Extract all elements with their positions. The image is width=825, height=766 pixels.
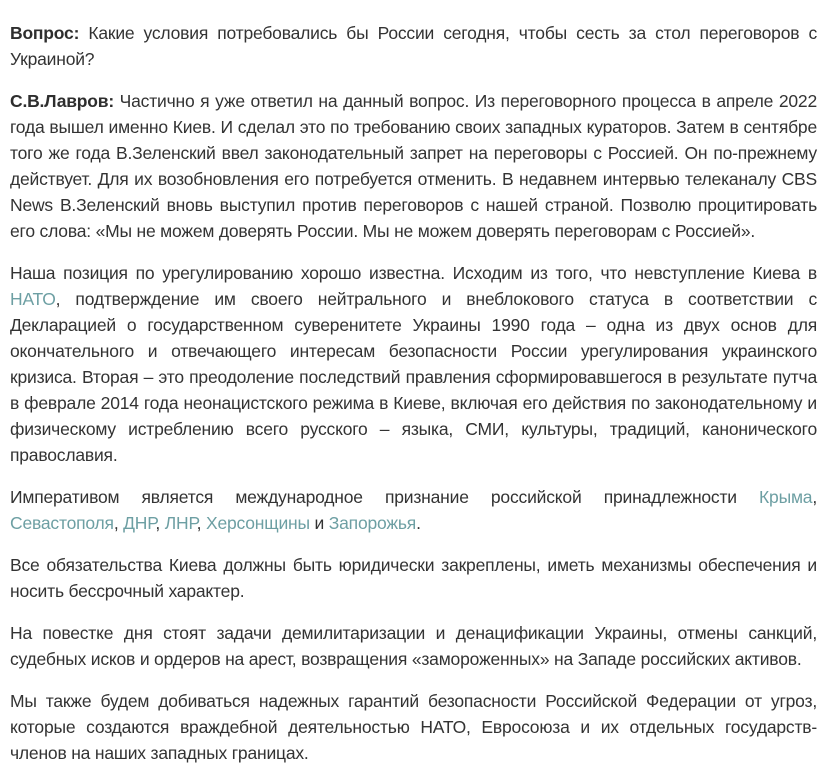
answer-paragraph-3 bbox=[10, 484, 817, 536]
text-segment: Наша позиция по урегулированию хорошо известна. Исходим из того, что невступление Киева в bbox=[10, 263, 817, 283]
text-segment: , bbox=[155, 513, 165, 533]
question-label: Вопрос: bbox=[10, 23, 80, 43]
link-sevastopol[interactable]: Севастополя bbox=[10, 513, 114, 533]
text-segment: Все обязательства Киева должны быть юридически закреплены, иметь механизмы обеспечения и носить бессрочный характер. bbox=[10, 555, 817, 601]
question-paragraph bbox=[10, 20, 817, 72]
link-crimea[interactable]: Крыма bbox=[759, 487, 813, 507]
answer-paragraph-5 bbox=[10, 620, 817, 672]
text-segment: , bbox=[113, 513, 124, 533]
text-segment: и bbox=[309, 513, 329, 533]
link-zaporozhye[interactable]: Запорожья bbox=[328, 513, 417, 533]
text-segment: Частично я уже ответил на данный вопрос. Из переговорного процесса в апреле 2022 года вышел именно Киев. И сделал это по требованию своих западных кураторов. Затем в сентябре того же года В.Зеленский ввел законодательный запрет на переговоры с Россией. Он по-прежнему действует. Для их возобновления его потребуется отменить. В недавнем интервью телеканалу CBS News В.Зеленский вновь выступил против переговоров с нашей страной. Позволю процитировать его слова: «Мы не можем доверять России. Мы не можем доверять переговорам с Россией». bbox=[10, 91, 817, 241]
text-segment: , bbox=[812, 487, 817, 507]
text-segment: , подтверждение им своего нейтрального и внеблокового статуса в соответствии с Декларацией о государственном суверенитете Украины 1990 года – одна из двух основ для окончательного и отвечающего интересам безопасности России урегулирования украинского кризиса. Вторая – это преодоление последствий правления сформировавшегося в результате путча в феврале 2014 года неонацистского режима в Киеве, включая его действия по законодательному и физическому истреблению всего русского – языка, СМИ, культуры, традиций, канонического православия. bbox=[10, 289, 817, 465]
text-segment: . bbox=[416, 513, 421, 533]
link-kherson[interactable]: Херсонщины bbox=[205, 513, 310, 533]
text-segment: , bbox=[196, 513, 206, 533]
answer-paragraph-1 bbox=[10, 88, 817, 244]
answer-paragraph-4 bbox=[10, 552, 817, 604]
link-dnr[interactable]: ДНР bbox=[123, 513, 156, 533]
answer-paragraph-6 bbox=[10, 688, 817, 766]
speaker-label: С.В.Лавров: bbox=[10, 91, 114, 111]
text-segment: На повестке дня стоят задачи демилитаризации и денацификации Украины, отмены санкций, судебных исков и ордеров на арест, возвращения «замороженных» на Западе российских активов. bbox=[10, 623, 817, 669]
text-segment: Какие условия потребовались бы России сегодня, чтобы сесть за стол переговоров с Украиной? bbox=[10, 23, 817, 69]
answer-paragraph-2 bbox=[10, 260, 817, 468]
text-segment: Императивом является международное признание российской принадлежности bbox=[10, 487, 760, 507]
link-lnr[interactable]: ЛНР bbox=[164, 513, 197, 533]
text-segment: Мы также будем добиваться надежных гарантий безопасности Российской Федерации от угроз, которые создаются враждебной деятельностью НАТО, Евросоюза и их отдельных государств-членов на наших западных границах. bbox=[10, 691, 817, 763]
link-nato[interactable]: НАТО bbox=[10, 289, 56, 309]
